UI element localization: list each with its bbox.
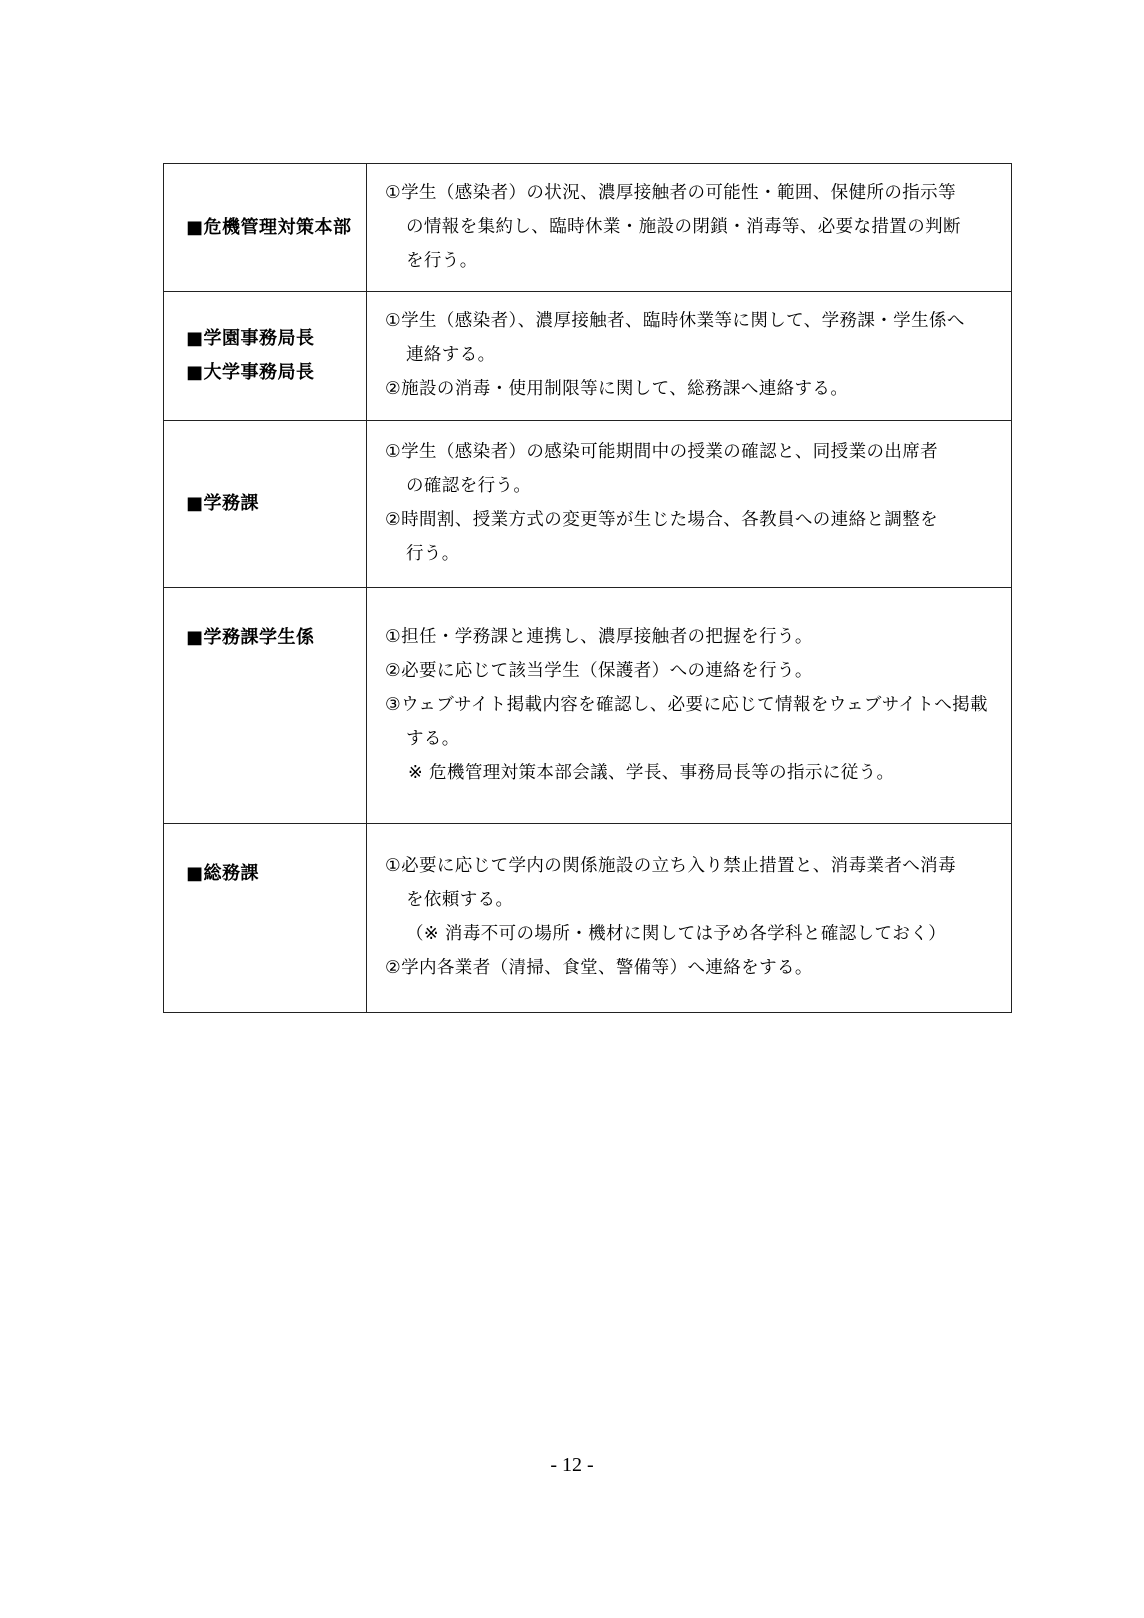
role-name: ■危機管理対策本部 <box>186 216 352 238</box>
role-name: ■学園事務局長 <box>186 328 315 349</box>
note-line: （※ 消毒不可の場所・機材に関しては予め各学科と確認しておく） <box>406 924 947 944</box>
duty-cell <box>367 421 1012 588</box>
responsibility-table <box>163 163 1012 1013</box>
duty-line: 連絡する。 <box>406 345 496 365</box>
table-row <box>164 164 1012 292</box>
role-cell <box>164 164 367 292</box>
role-name: ■大学事務局長 <box>186 362 315 383</box>
duty-cell <box>367 164 1012 292</box>
duty-line: する。 <box>406 728 460 749</box>
duty-cell <box>367 588 1012 824</box>
duty-cell <box>367 824 1012 1013</box>
table-row <box>164 292 1012 421</box>
duty-line: の情報を集約し、臨時休業・施設の閉鎖・消毒等、必要な措置の判断 <box>406 216 961 237</box>
duty-line: ①担任・学務課と連携し、濃厚接触者の把握を行う。 <box>385 626 813 647</box>
note-line: ※ 危機管理対策本部会議、学長、事務局長等の指示に従う。 <box>408 762 895 783</box>
table-row <box>164 824 1012 1013</box>
duty-cell <box>367 292 1012 421</box>
table-row <box>164 588 1012 824</box>
role-cell <box>164 588 367 824</box>
role-name: ■総務課 <box>186 863 260 884</box>
role-name: ■学務課学生係 <box>186 627 315 648</box>
duty-line: を行う。 <box>406 250 478 271</box>
duty-line: ③ウェブサイト掲載内容を確認し、必要に応じて情報をウェブサイトへ掲載 <box>385 694 988 715</box>
role-cell <box>164 824 367 1013</box>
page-number: - 12 - <box>550 1454 594 1476</box>
duty-line: ①学生（感染者）の状況、濃厚接触者の可能性・範囲、保健所の指示等 <box>385 182 956 203</box>
duty-line: 行う。 <box>406 544 460 564</box>
duty-line: ②学内各業者（清掃、食堂、警備等）へ連絡をする。 <box>385 958 813 978</box>
role-cell <box>164 421 367 588</box>
duty-line: ②必要に応じて該当学生（保護者）への連絡を行う。 <box>385 660 813 681</box>
role-cell <box>164 292 367 421</box>
table-row <box>164 421 1012 588</box>
duty-line: の確認を行う。 <box>406 476 532 496</box>
role-name: ■学務課 <box>186 493 260 514</box>
duty-line: ①必要に応じて学内の関係施設の立ち入り禁止措置と、消毒業者へ消毒 <box>385 856 956 876</box>
duty-line: を依頼する。 <box>406 890 514 910</box>
duty-line: ①学生（感染者）の感染可能期間中の授業の確認と、同授業の出席者 <box>385 442 939 462</box>
duty-line: ②時間割、授業方式の変更等が生じた場合、各教員への連絡と調整を <box>385 510 939 530</box>
duty-line: ②施設の消毒・使用制限等に関して、総務課へ連絡する。 <box>385 379 849 399</box>
duty-line: ①学生（感染者）、濃厚接触者、臨時休業等に関して、学務課・学生係へ <box>385 311 965 331</box>
